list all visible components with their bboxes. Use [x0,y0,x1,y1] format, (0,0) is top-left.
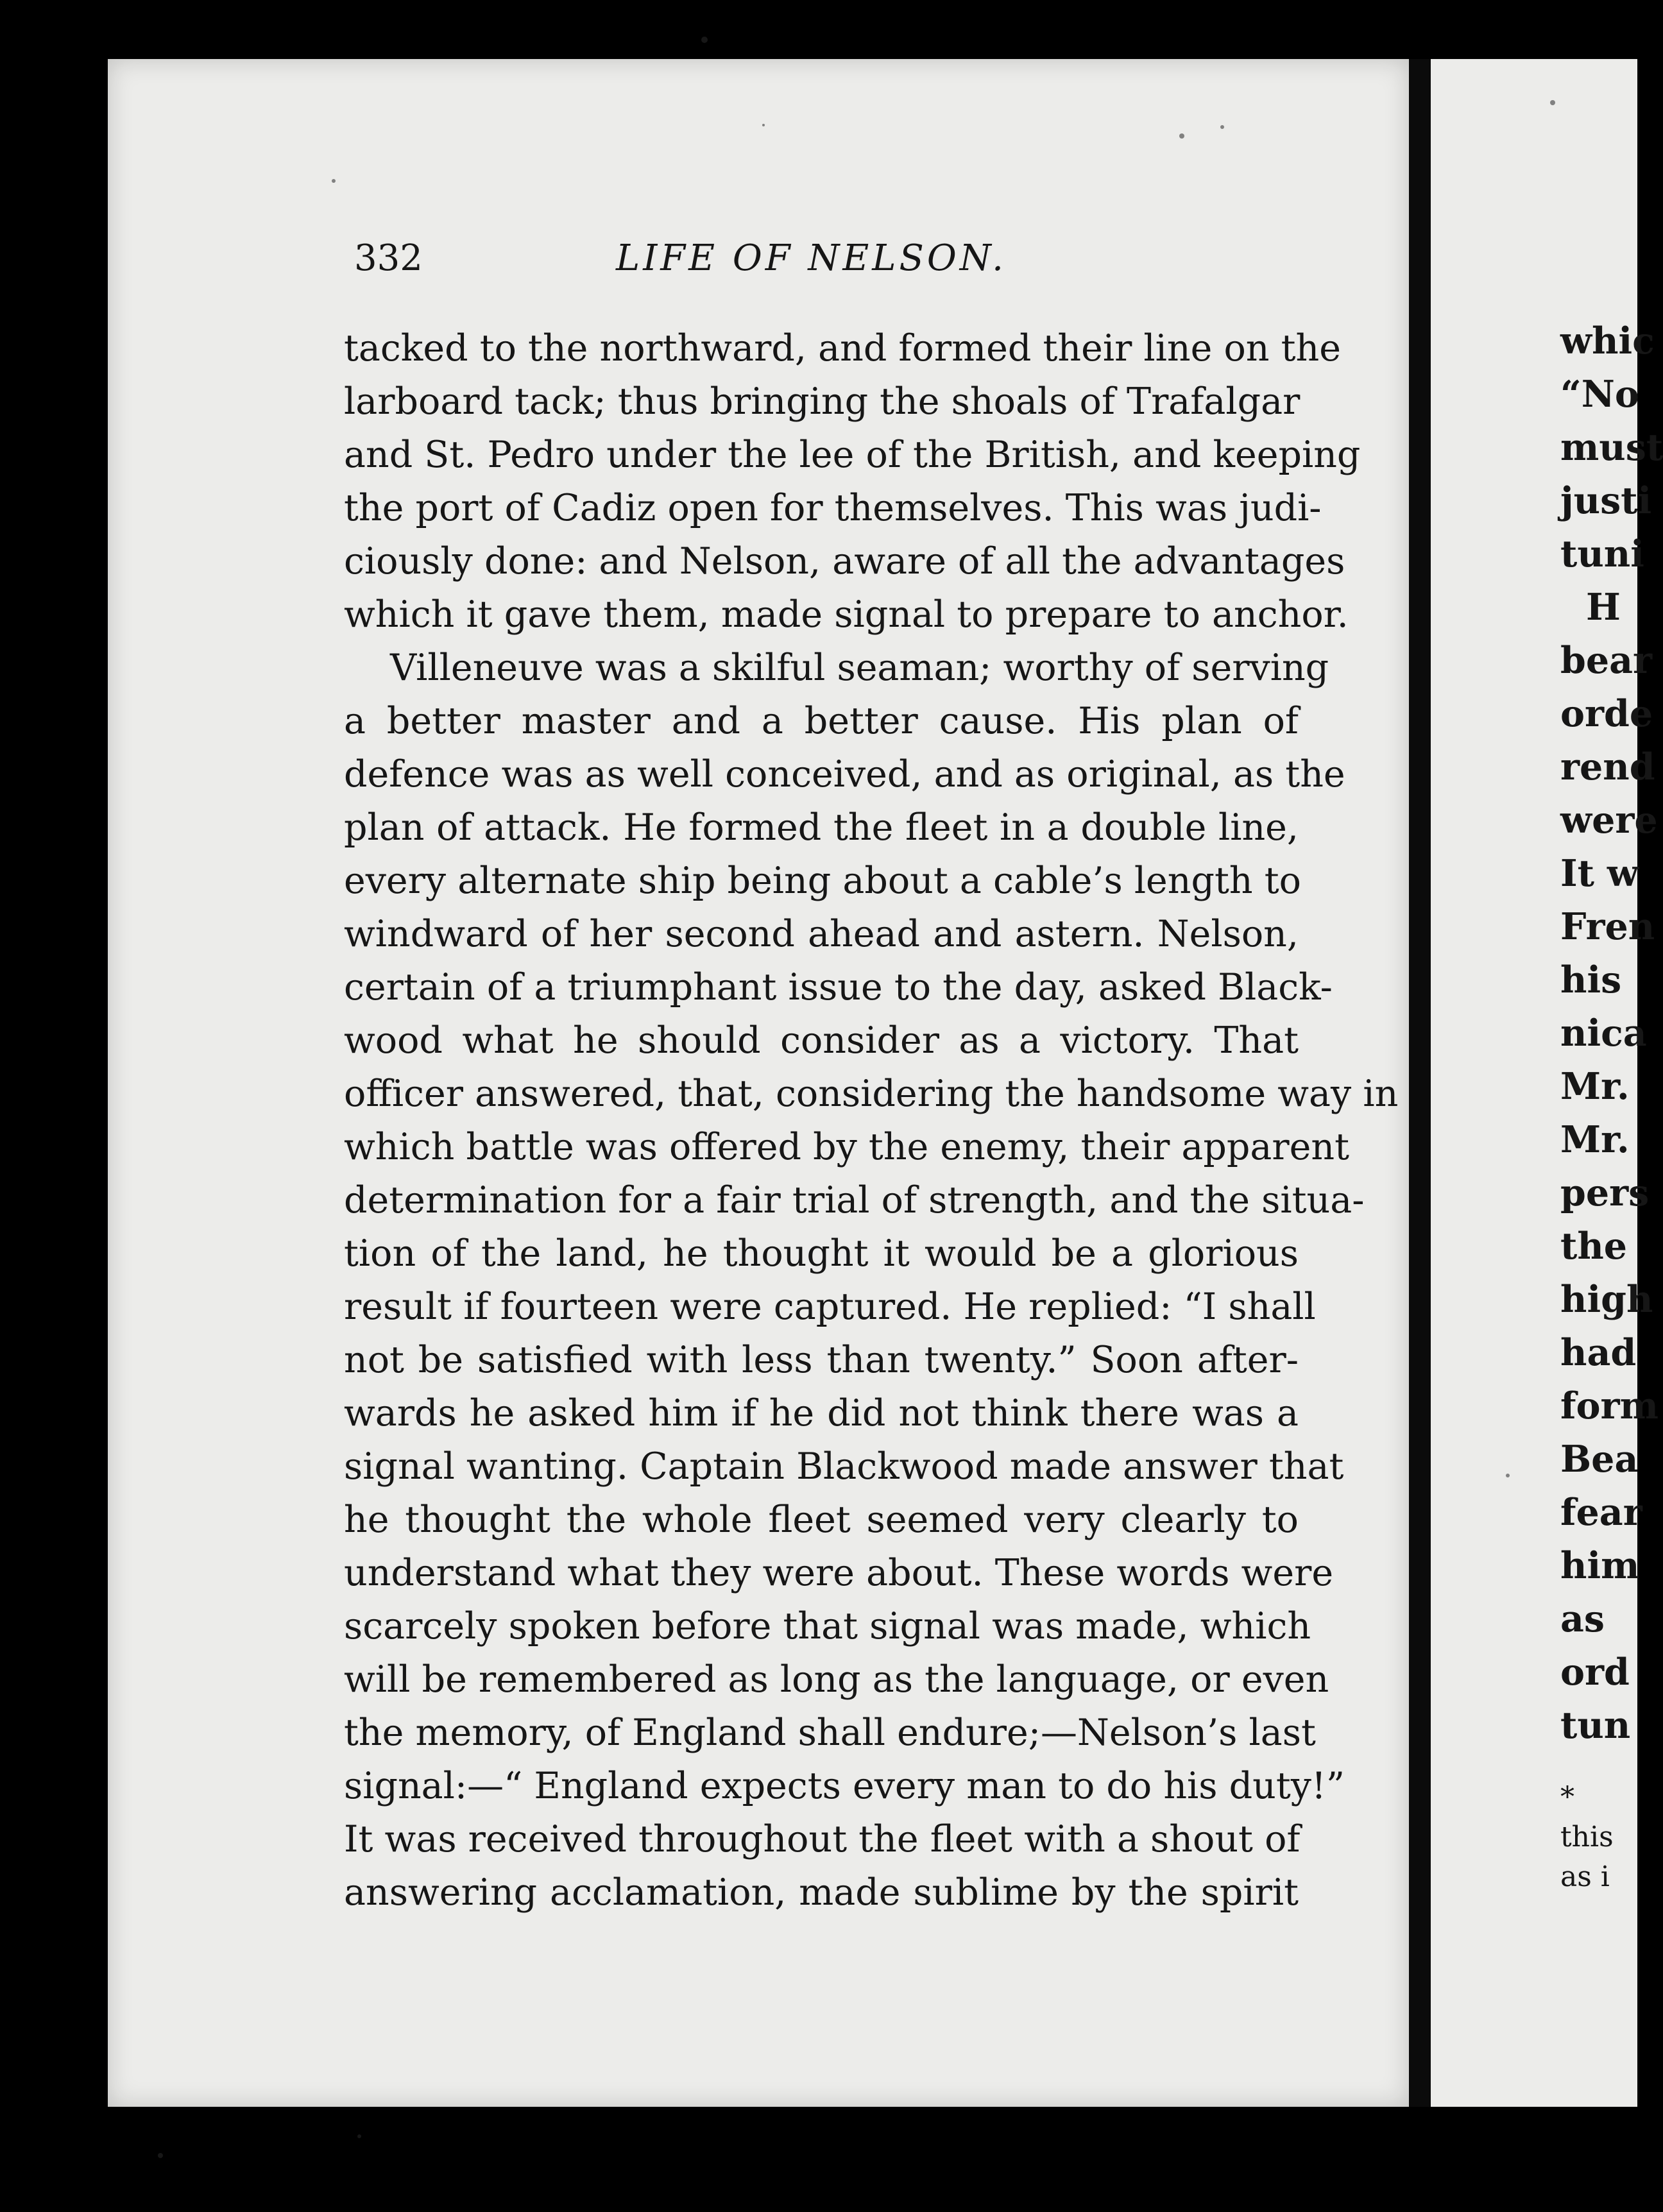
facing-line: pers [1560,1171,1650,1214]
body-line: windward of her second ahead and astern. Nelson, [344,913,1299,955]
body-line: larboard tack; thus bringing the shoals of Trafalgar [344,380,1301,423]
body-line: which battle was offered by the enemy, their apparent [344,1126,1349,1168]
body-line: defence was as well conceived, and as original, as the [344,753,1345,795]
body-line: the port of Cadiz open for themselves. This was judi- [344,487,1322,529]
facing-line: bear [1560,639,1653,682]
body-line: every alternate ship being about a cable’s length to [344,860,1301,902]
body-line: result if fourteen were captured. He replied: “I shall [344,1286,1316,1328]
body-line: officer answered, that, considering the handsome way in [344,1073,1399,1115]
facing-line: tun [1560,1704,1631,1747]
body-line: understand what they were about. These words were [344,1552,1334,1594]
page-number: 332 [354,237,423,279]
facing-line: justi [1560,479,1652,522]
body-line: not be satisfied with less than twenty.” Soon after- [344,1339,1299,1381]
body-line: a better master and a better cause. His plan of [344,700,1299,742]
body-line: signal wanting. Captain Blackwood made answer that [344,1445,1344,1488]
body-line: tacked to the northward, and formed their line on the [344,327,1341,370]
facing-line: Mr. [1560,1118,1630,1161]
facing-line: Fren [1560,905,1655,948]
facing-line: high [1560,1278,1653,1321]
facing-line: Bea [1560,1438,1639,1481]
facing-line: must [1560,426,1663,469]
body-line: wards he asked him if he did not think there was a [344,1392,1299,1434]
facing-line: It w [1560,852,1639,895]
body-line: certain of a triumphant issue to the day, asked Black- [344,966,1333,1008]
facing-line: whic [1560,319,1655,362]
body-line: and St. Pedro under the lee of the British, and keeping [344,434,1361,476]
body-line: signal:—“ England expects every man to do his duty!” [344,1765,1345,1807]
facing-line: as [1560,1597,1605,1640]
facing-line: orde [1560,692,1653,735]
body-line: he thought the whole fleet seemed very clearly to [344,1499,1299,1541]
body-line: answering acclamation, made sublime by the spirit [344,1871,1299,1914]
facing-line: “No [1560,373,1639,416]
facing-line: had [1560,1331,1637,1374]
facing-note-line: this [1560,1821,1614,1853]
facing-line: fear [1560,1491,1642,1534]
body-line: will be remembered as long as the language, or even [344,1658,1329,1701]
facing-line: rend [1560,745,1655,788]
running-head: LIFE OF NELSON. [616,237,1007,279]
facing-line: were [1560,799,1658,842]
facing-line: form [1560,1384,1659,1427]
facing-line: him [1560,1544,1640,1587]
body-line: scarcely spoken before that signal was made, which [344,1605,1311,1647]
body-line: ciously done: and Nelson, aware of all the advantages [344,540,1345,583]
facing-note-line: * [1560,1781,1574,1814]
facing-line: the [1560,1225,1628,1268]
body-line: wood what he should consider as a victory. That [344,1019,1299,1062]
body-line: determination for a fair trial of strength, and the situa- [344,1179,1365,1221]
facing-line: nica [1560,1012,1647,1055]
facing-line: H [1586,586,1621,629]
body-line: tion of the land, he thought it would be a glorious [344,1232,1299,1275]
facing-line: Mr. [1560,1065,1630,1108]
body-line: which it gave them, made signal to prepare to anchor. [344,593,1349,636]
facing-line: ord [1560,1651,1630,1694]
body-line: Villeneuve was a skilful seaman; worthy of serving [390,647,1329,689]
body-line: It was received throughout the fleet with a shout of [344,1818,1301,1860]
facing-note-line: as i [1560,1860,1610,1893]
facing-line: tuni [1560,532,1644,575]
body-line: plan of attack. He formed the fleet in a double line, [344,806,1299,849]
facing-line: his [1560,958,1622,1001]
body-line: the memory, of England shall endure;—Nelson’s last [344,1712,1316,1754]
